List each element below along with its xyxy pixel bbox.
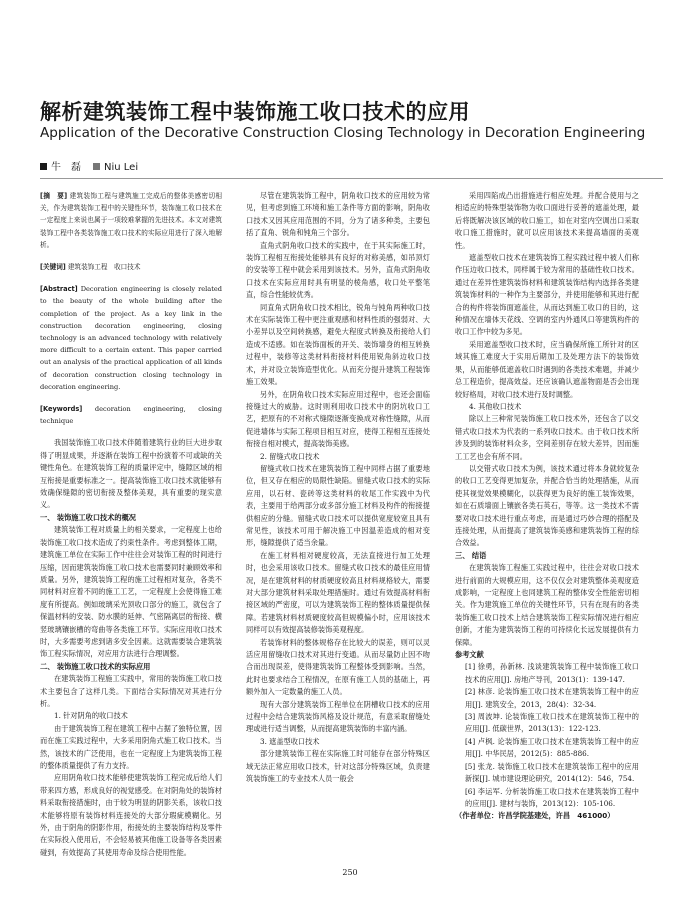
abstract-en: [Abstract] Decoration engineering is closely related to the beauty of the whole building after the completion of the project. As a key link in the construction decoration engineering, closing technology is an advanced technology with relatively more difficult to a certain extent. This paper carried out an analysis of the practical application of all kinds of decoration construction closing technology in decoration engineering. — [40, 285, 222, 391]
page-number: 250 — [342, 868, 358, 877]
subsection-heading: 2. 留缝式收口技术 — [260, 451, 320, 461]
section-heading: 一、 装饰施工收口技术的概况 — [40, 512, 136, 522]
author-cn: 牛 磊 — [51, 162, 81, 173]
column-3-body — [455, 190, 639, 810]
body-paragraph: 我国装饰施工收口技术伴随着建筑行业的巨大进步取得了明显成果，并逐渐在装饰工程中扮演着不可或缺的关键性角色。在建筑装饰工程的质量评定中，缝隙区域的相互衔接是重要标准之一。提高装饰施工收口技术就能够有效确保缝隙的密切衔接及整体美观，具有重要的现实意义。 — [40, 438, 222, 510]
body-paragraph: 现有大部分建筑装饰工程单位在阴槽收口技术的应用过程中会结合建筑装饰风格及设计规范，有意采取留缝处理或进行适当调整，从而提高建筑装饰的丰富内涵。 — [246, 699, 430, 734]
body-paragraph: 尽管在建筑装饰工程中，阴角收口技术的应用较为常见，但考虑到施工环境和施工条件等方面的影响，阴角收口技术又因其应用范围的不同，分为了诸多种类，主要包括了直角、锐角和钝角三个部分。 — [246, 191, 430, 238]
square-bullet-icon — [93, 163, 100, 170]
body-paragraph: 部分建筑装饰工程在实际施工时可能存在部分特殊区域无法正常应用收口技术，针对这部分特殊区域，负责建筑装饰施工的专业技术人员一般会 — [246, 749, 430, 784]
body-paragraph: 除以上三种常见装饰施工收口技术外，还包含了以交错式收口技术为代表的一系列收口技术。由于收口技术所涉及到的装饰材料众多，空间差别存在较大差异，因而施工工艺也会有所不同。 — [455, 414, 639, 461]
column-1-body — [40, 437, 222, 859]
subsection-heading: 3. 遮盖型收口技术 — [260, 736, 320, 746]
body-paragraph: 留缝式收口技术在建筑装饰工程中同样占据了重要地位，但又存在相应的局限性缺陷。留缝式收口技术的实际应用，以石材、瓷砖等这类材料的收尾工作实践中为代表，主要用于给两部分或多部分施工材料及构件的衔接提供相应的分缝。留缝式收口技术可以提供宽度较宽且具有常见性，该技术可用于解决施工中因温差造成的相对变形，缝隙提供了适当余量。 — [246, 463, 430, 548]
page-title: 解析建筑装饰工程中装饰施工收口技术的应用 — [40, 100, 470, 124]
body-paragraph: 采用遮盖型收口技术时，应当确保所施工所针对的区域其施工难度大于实用后期加工及处理方法下的装饰效果，从而能够低遮盖收口时遇到的各类技术难题，并减少总工程造价，提高效益。还应该确认遮盖物面是否会出现较好格局，对收口技术进行及时调整。 — [455, 339, 639, 399]
body-paragraph: 以交错式收口技术为例，该技术通过将本身就较复杂的收口工艺变得更加复杂，并配合恰当的处理措施，从而使其视觉效果模糊化，以获得更为良好的施工装饰效果，如在石质墙面上镶嵌各类石英石，等等。这一类技术不需要对收口技术进行重点考虑，而是通过巧妙合理的搭配及连接处理，从而提高了建筑装饰美感和建筑装饰工程的综合效益。 — [455, 463, 639, 548]
section-heading: 参考文献 — [455, 650, 484, 660]
title-divider — [40, 178, 663, 179]
subsection-heading: 1. 针对阴角的收口技术 — [54, 711, 128, 721]
author-en: Niu Lei — [104, 162, 139, 173]
body-paragraph: 若装饰材料的整体规格存在比较大的误差，则可以灵活应用留缝收口技术对其进行变通。从而尽量防止因不吻合而出现误差，使得建筑装饰工程整体受到影响。当然，此时也要求结合工程情况，在原有施工人员的基础上，再额外加入一定数量的施工人员。 — [246, 637, 430, 697]
body-paragraph: 同直角式阴角收口技术相比，锐角与钝角两种收口技术在实际装饰工程中更注重观感和材料性质的强弱对、大小差异以及空间转换感，避免大程度式转换及衔接给人们造成不适感。如在装饰面板的开关、装饰墙身的相互转换过程中，装修等这类材料衔接材料使用锐角斜边收口技术，并对设立装饰造型优化。从而充分提升建筑工程装饰施工效果。 — [246, 302, 430, 387]
section-heading: 二、 装饰施工收口技术的实际应用 — [40, 661, 151, 671]
reference-item: [2] 林彦. 论装饰施工收口技术在建筑装饰工程中的应用[J]. 建筑安全，2013，28(4)：32-34. — [465, 687, 639, 709]
body-paragraph: 直角式阴角收口技术的实践中，在于其实际施工时，装饰工程相互衔接处能够具有良好的对称美感，如吊顶灯的安装等工程中就会采用到该技术。另外，直角式阴角收口技术在实际应用时具有明显的棱角感，收口处平整笔直，综合性能较优秀。 — [246, 240, 430, 300]
column-2 — [246, 190, 430, 786]
reference-item: [3] 周波坤. 论装饰施工收口技术在建筑装饰工程中的应用[J]. 低碳世界，2013(13)：122-123. — [465, 712, 639, 734]
body-paragraph: 应用阴角收口技术能够使建筑装饰工程完成后给人们带来四方感，形成良好的视觉感受。在对阴角处的装饰材料采取衔接措施时，由于较为明显的阴影关系，该收口技术能够将原有装饰材料连接处的大部分瑕疵模糊化。另外，由于阴角的阴影作用，衔接处的主要装饰结构及零件在实际投入使用后，不会轻易被其他施工设备等各类因素碰到，有效提高了其使用寿命及综合使用性能。 — [40, 773, 222, 857]
column-1 — [40, 190, 222, 859]
body-paragraph: 由于建筑装饰工程在建筑工程中占据了独特位置，因而在施工实践过程中，大多采用阴角式施工收口技术。当然，该技术的广泛使用，也在一定程度上为建筑装饰工程的整体质量提供了有力支持。 — [40, 723, 222, 771]
square-bullet-icon — [40, 163, 47, 170]
reference-item: [5] 张龙. 装饰施工收口技术在建筑装饰工程中的应用新探[J]. 城市建设理论研究，2014(12)：546，754. — [465, 761, 639, 784]
author-line — [40, 158, 138, 173]
body-paragraph: 采用四陷成凸出措施进行相应处理。并配合使用与之相适应的特殊型装饰物为收口面进行妥善的遮盖处理，最后将既解决该区域的收口施工，如在对室内空调出口采取收口施工措施时，就可以应用该技术来提高墙面的美观性。 — [455, 191, 639, 250]
abstract-cn: [摘 要] 建筑装饰工程与建筑施工完成后的整体美感密切相关，作为建筑装饰工程中的关键性环节，装饰施工收口技术在一定程度上来说也属于一项较难掌握的先进技术。本文对建筑装饰工程中各类装饰施工收口技术的实际应用进行了深入地解析。 — [40, 192, 222, 249]
reference-item: [6] 李运军. 分析装饰施工收口技术在建筑装饰工程中的应用[J]. 建材与装饰，2013(12)：105-106. — [465, 786, 639, 808]
reference-item: [1] 徐勇，孙新林. 浅谈建筑装饰工程中装饰施工收口技术的应用[J]. 房地产导刊，2013(1)：139-147. — [465, 662, 639, 684]
subsection-heading: 4. 其他收口技术 — [469, 401, 522, 411]
column-3 — [455, 190, 639, 823]
author-affiliation: （作者单位：许昌学院基建处，许昌 461000） — [455, 811, 615, 821]
body-paragraph: 在建筑装饰工程施工实践过程中，往往会对收口技术进行前面的大规模应用，这不仅仅会对建筑整体美观度造成影响，一定程度上也同建筑工程的整体安全性能密切相关。作为建筑施工单位的关键性环节，只有在现有的各类装饰施工收口技术上结合建筑装饰工程实际情况进行相应创新，才能为建筑装饰工程的可持续化长远发展提供有力保障。 — [455, 563, 639, 647]
keywords-en: [Keywords] decoration engineering, closing technique — [40, 405, 222, 426]
reference-item: [4] 卢枫. 论装饰施工收口技术在建筑装饰工程中的应用[J]. 中华民居，2012(5)：885-886. — [465, 736, 639, 759]
body-paragraph: 另外，在阴角收口技术实际应用过程中，也还会面临接缝过大的威胁。这时则利用收口技术中的阴坑收口工艺，把原有的不对称式缝隙逐渐变换成对称性缝隙，从而促进墙体与实际工程项目相互对应，使得工程相互连接处衔接自相对模式，提高装饰美感。 — [246, 389, 430, 449]
page-title-english: Application of the Decorative Construction Closing Technology in Decoration Engineering — [40, 125, 646, 141]
section-heading: 三、 结语 — [455, 550, 487, 560]
body-paragraph: 在建筑装饰工程施工实践中，常用的装饰施工收口技术主要包含了这样几类。下面结合实际情况对其进行分析。 — [40, 674, 222, 708]
body-paragraph: 遮盖型收口技术在建筑装饰工程实践过程中被人们称作压边收口技术，同样属于较为常用的基础性收口技术。通过在差异性建筑装饰材料和建筑装饰结构内选择各类建筑装饰材料的一种作为主要部分，并使用能够和其进行配合的构件将装饰面遮盖住，从而达到施工收口的目的，这种情况在墙体天花线、空调的室内外通风口等建筑构件的收口工作中较为多见。 — [455, 253, 639, 337]
keywords-cn: [关键词] 建筑装饰工程 收口技术 — [40, 263, 141, 272]
body-paragraph: 在施工材料相对硬度较高，无法直接进行加工处理时，也会采用该收口技术。留缝式收口技术的最佳应用情况，是在建筑材料的材质硬度较高且材料规格较大，需要对大部分建筑材料采取处理措施时。通过有效提高材料衔接区域的严密度，可以为建筑装饰工程的整体质量提供保障。若建筑材料材质硬度较高但规模偏小时，应用该技术同样可以有效提高装修装饰美观程度。 — [246, 550, 430, 635]
body-paragraph: 建筑装饰工程对质量上的相关要求，一定程度上也给装饰施工收口技术造成了约束性条件。考虑到整体工期，建筑施工单位在实际工作中往往会对装饰工程的时间进行压缩，因而建筑装饰施工收口技术也需要同时兼顾效率和质量。另外，建筑装饰工程的施工过程相对复杂，各类不同材料对应着不同的施工工艺，一定程度上会使得施工难度有所提高。例如玻璃采光顶收口部分的施工，就包含了保温材料的安装、防水膜的延伸、气密隔离层的衔接、横竖玻璃镶嵌槽的弯曲等各类施工环节。实际应用收口技术时，大多需要考虑到诸多安全因素。这就需要装合建筑装饰工程实际情况，对应用方法进行合理调整。 — [40, 525, 222, 659]
